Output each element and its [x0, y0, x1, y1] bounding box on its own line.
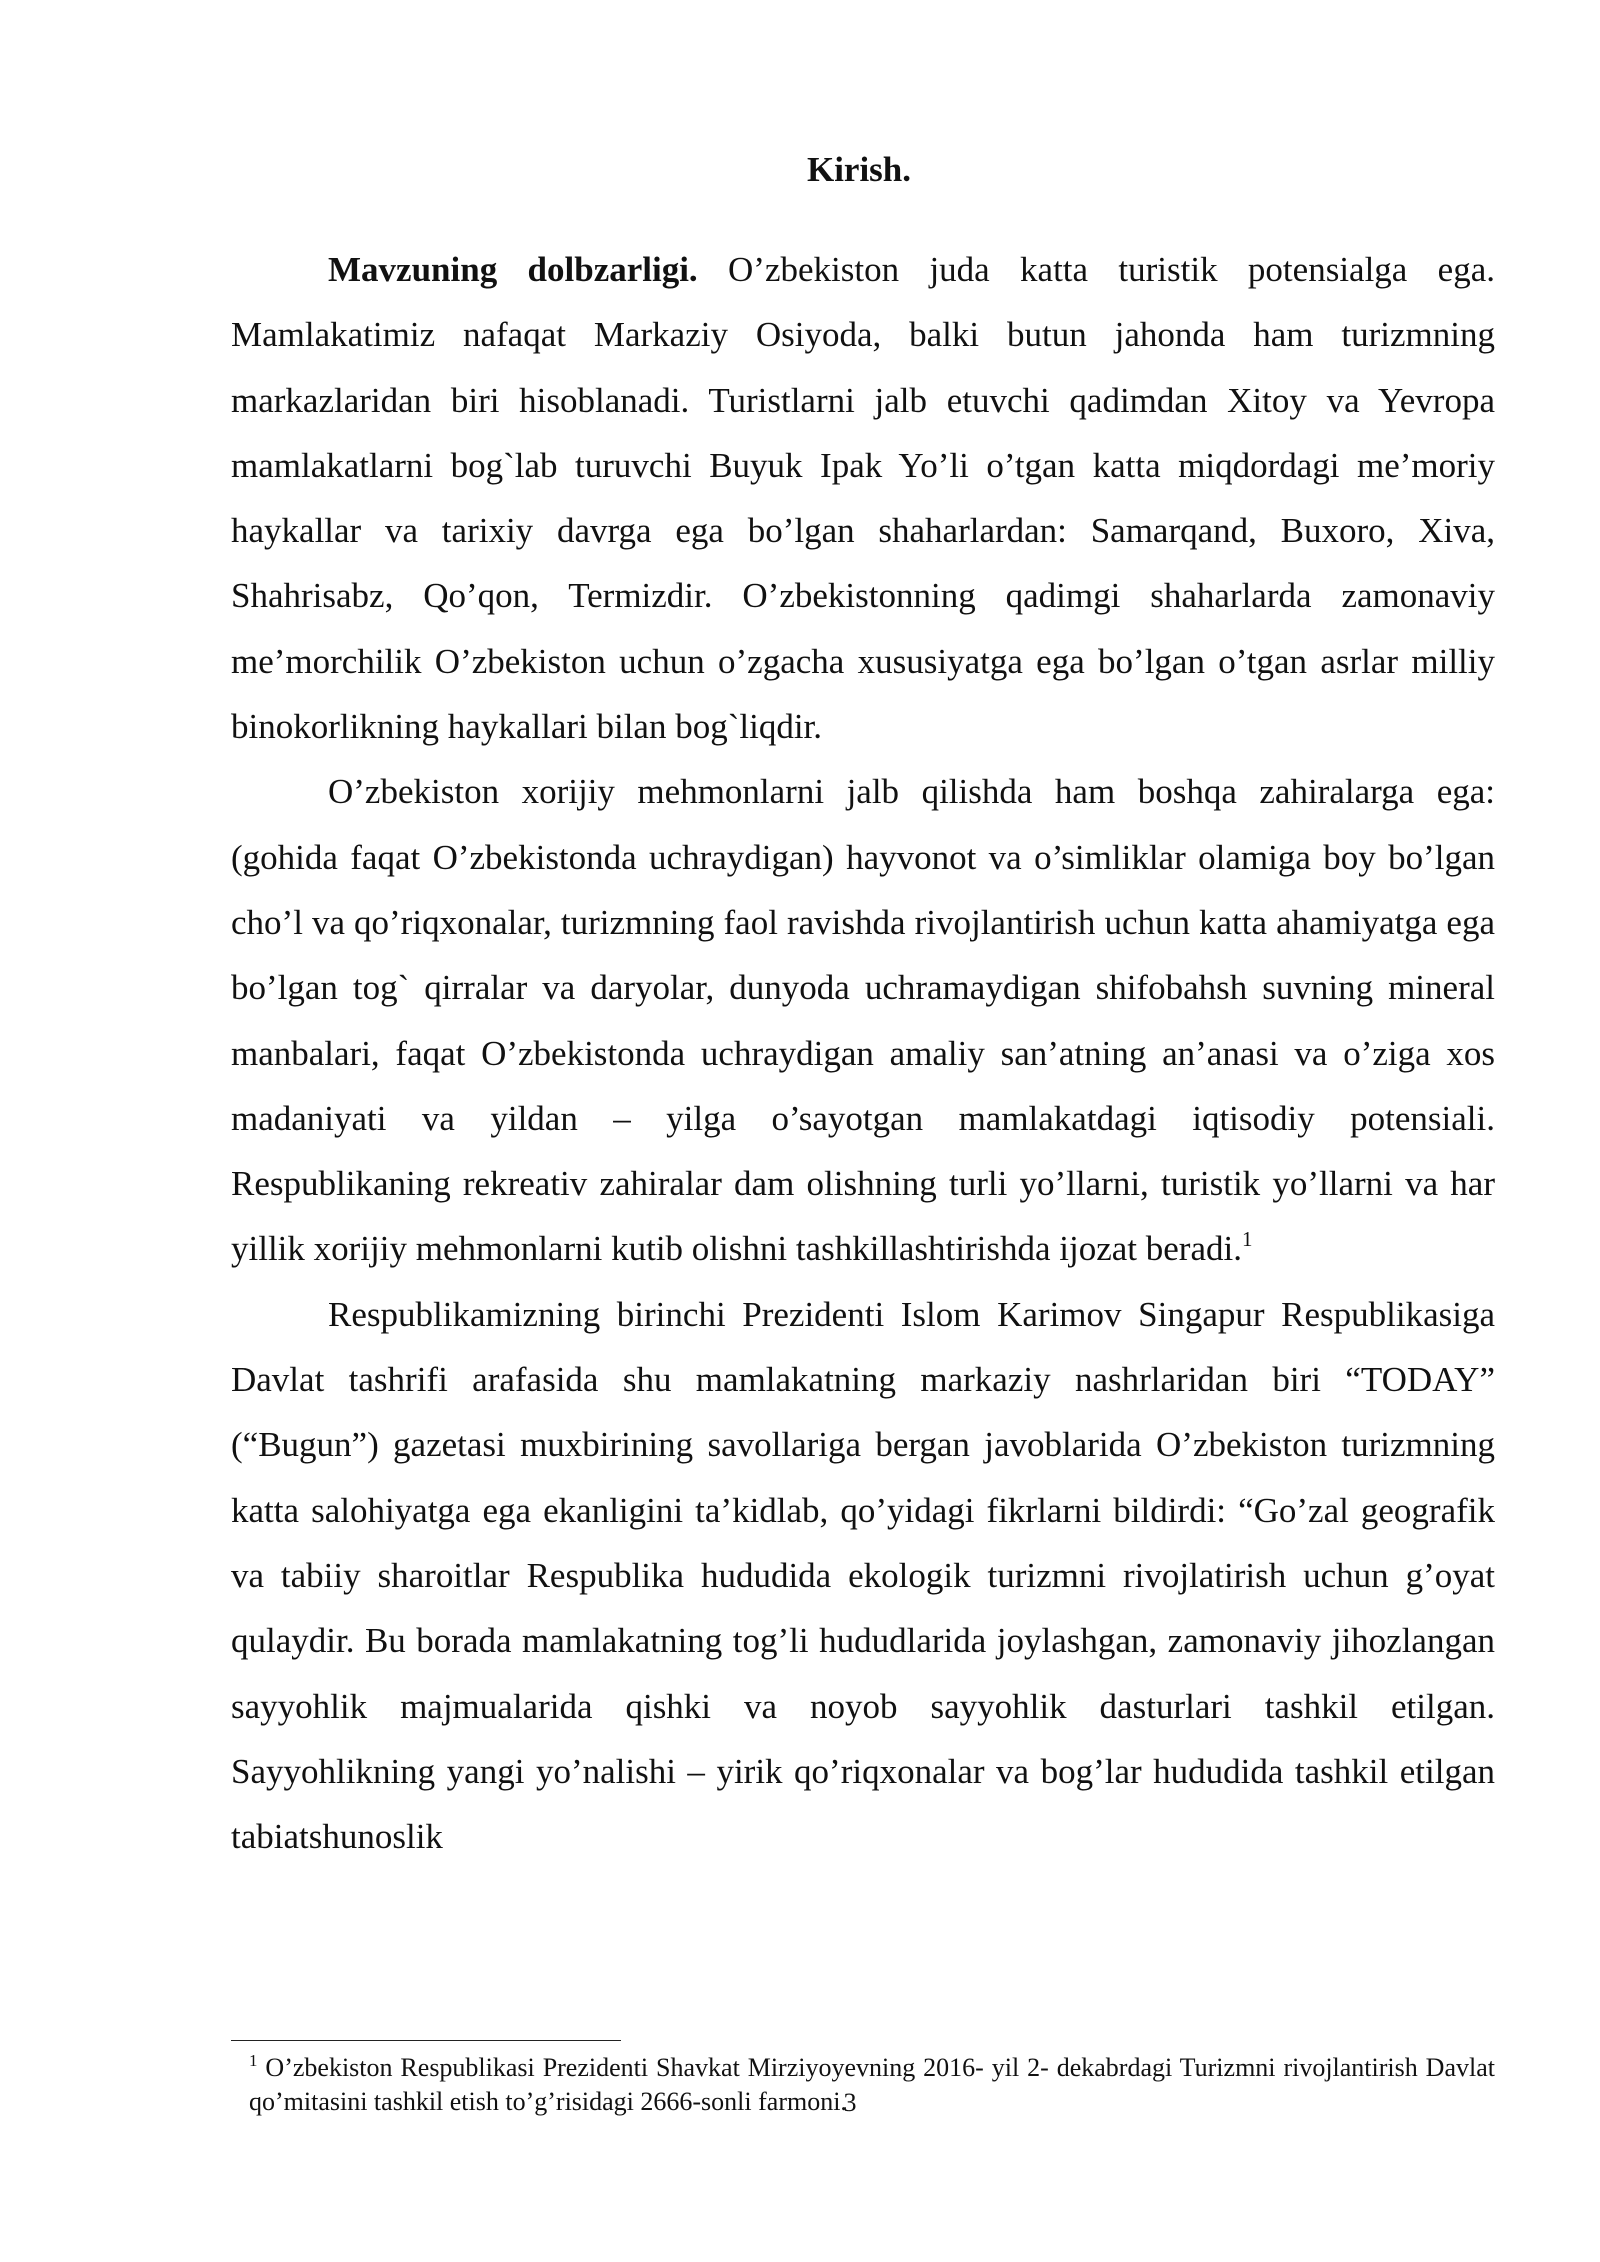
paragraph-2	[231, 759, 1495, 1281]
paragraph-1	[231, 237, 1495, 759]
paragraph-3	[231, 1282, 1495, 1870]
footnote-marker: 1	[249, 2051, 258, 2070]
body-text	[231, 237, 1495, 1869]
paragraph-1-lead: Mavzuning dolbzarligi.	[328, 250, 698, 289]
page-title: Kirish.	[806, 150, 912, 189]
footnote-separator	[231, 2040, 621, 2041]
paragraph-1-text: O’zbekiston juda katta turistik potensialga ega. Mamlakatimiz nafaqat Markaziy Osiyoda, balki butun jahonda ham turizmning markazlaridan biri hisoblanadi. Turistlarni jalb etuvchi qadimdan Xitoy va Yevropa mamlakatlarni bog`lab turuvchi Buyuk Ipak Yo’li o’tgan katta miqdordagi me’moriy haykallar va tarixiy davrga ega bo’lgan shaharlardan: Samarqand, Buxoro, Xiva, Shahrisabz, Qo’qon, Termizdir. O’zbekistonning qadimgi shaharlarda zamonaviy me’morchilik O’zbekiston uchun o’zgacha xususiyatga ega bo’lgan o’tgan asrlar milliy binokorlikning haykallari bilan bog`liqdir.	[231, 250, 1495, 747]
paragraph-3-text: Respublikamizning birinchi Prezidenti Islom Karimov Singapur Respublikasiga Davlat tashrifi arafasida shu mamlakatning markaziy nashrlaridan biri “TODAY” (“Bugun”) gazetasi muxbirining savollariga bergan javoblarida O’zbekiston turizmning katta salohiyatga ega ekanligini ta’kidlab, qo’yidagi fikrlarni bildirdi: “Go’zal geografik va tabiiy sharoitlar Respublika hududida ekologik turizmni rivojlatirish uchun g’oyat qulaydir. Bu borada mamlakatning tog’li hududlarida joylashgan, zamonaviy jihozlangan sayyohlik majmualarida qishki va noyob sayyohlik dasturlari tashkil etilgan. Sayyohlikning yangi yo’nalishi – yirik qo’riqxonalar va bog’lar hududida tashkil etilgan tabiatshunoslik	[231, 1294, 1495, 1857]
paragraph-2-text: O’zbekiston xorijiy mehmonlarni jalb qilishda ham boshqa zahiralarga ega: (gohida faqat O’zbekistonda uchraydigan) hayvonot va o’simliklar olamiga boy bo’lgan cho’l va qo’riqxonalar, turizmning faol ravishda rivojlantirish uchun katta ahamiyatga ega bo’lgan tog` qirralar va daryolar, dunyoda uchramaydigan shifobahsh suvning mineral manbalari, faqat O’zbekistonda uchraydigan amaliy san’atning an’anasi va o’ziga xos madaniyati va yildan – yilga o’sayotgan mamlakatdagi iqtisodiy potensiali. Respublikaning rekreativ zahiralar dam olishning turli yo’llarni, turistik yo’llarni va har yillik xorijiy mehmonlarni kutib olishni tashkillashtirishda ijozat beradi.	[231, 772, 1495, 1269]
page-number: 3	[843, 2088, 857, 2117]
footnote-reference[interactable]: 1	[1241, 1227, 1253, 1252]
footnote-text: O’zbekiston Respublikasi Prezidenti Shavkat Mirziyoyevning 2016- yil 2- dekabrdagi Turizmni rivojlantirish Davlat qo’mitasini tashkil etish to’g’risidagi 2666-sonli farmoni.	[249, 2053, 1495, 2116]
